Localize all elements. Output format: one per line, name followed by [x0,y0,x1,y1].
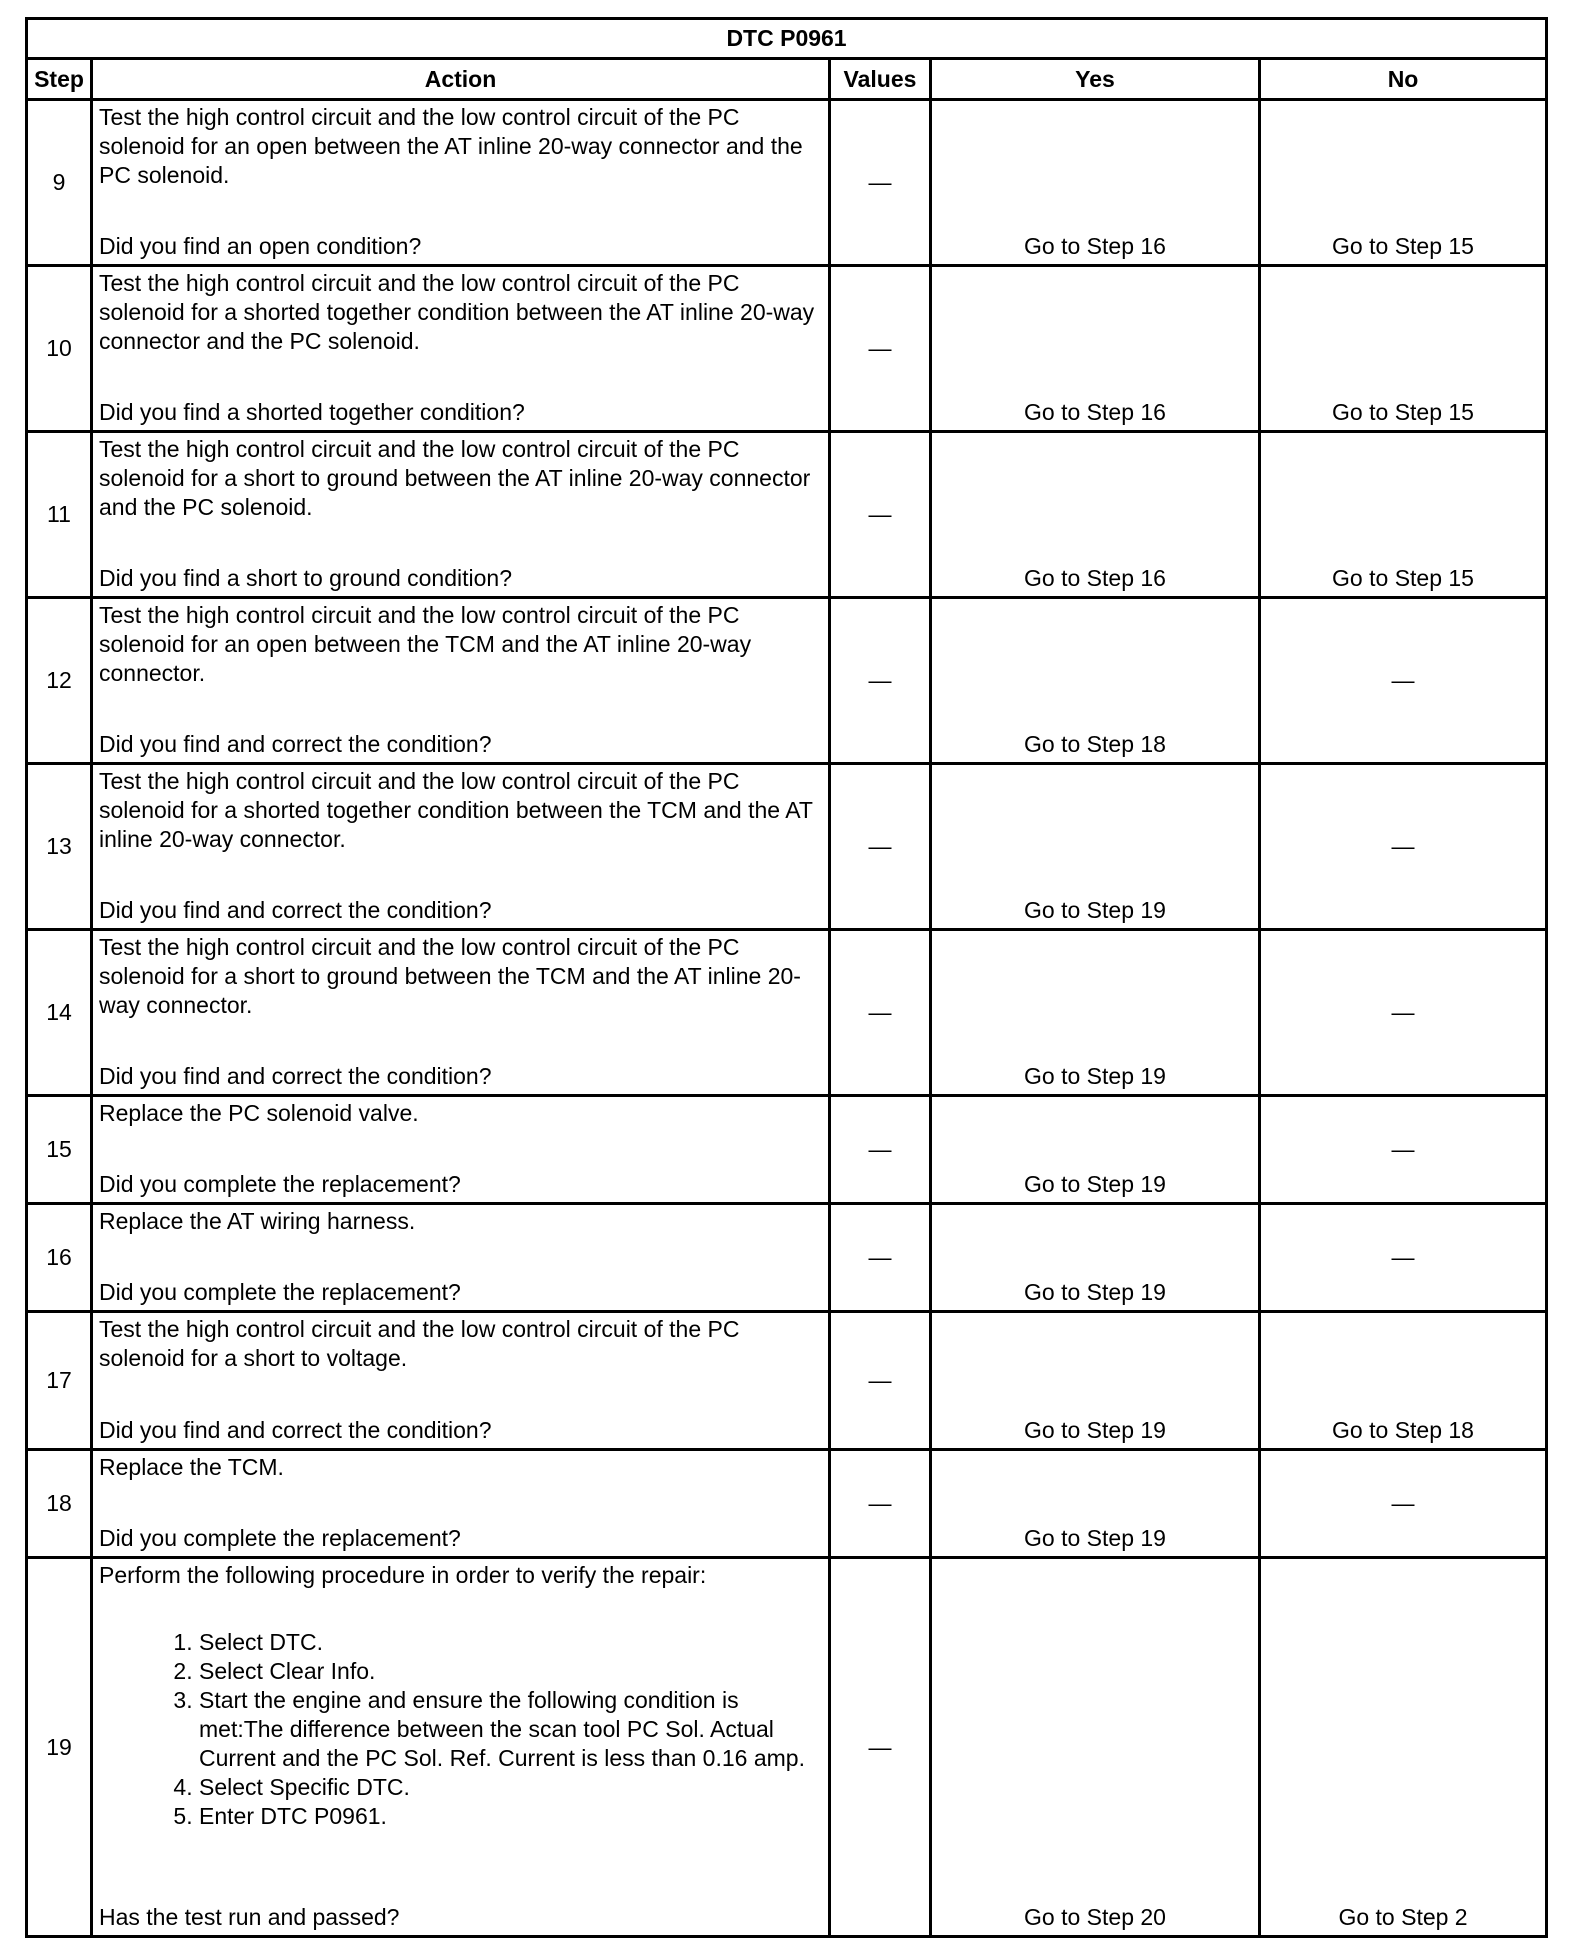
values-cell: — [830,266,931,432]
action-text: Test the high control circuit and the low control circuit of the PC solenoid for a short to ground between the TCM and the AT inline 20-way connector. [99,934,801,1018]
action-top [99,1099,822,1128]
action-content [99,1207,822,1307]
action-content [99,601,822,759]
yes-result: Go to Step 20 [931,1558,1260,1937]
action-question: Did you find and correct the condition? [99,731,492,757]
action-cell [92,764,830,930]
action-question: Has the test run and passed? [99,1904,400,1930]
table-row [27,1558,1547,1937]
action-cell [92,930,830,1096]
action-question: Did you find a shorted together condition? [99,399,525,425]
no-result: Go to Step 15 [1260,432,1547,598]
procedure-step: 2. Select Clear Info. [199,1657,822,1686]
yes-result: Go to Step 19 [931,1312,1260,1450]
yes-result: Go to Step 19 [931,1450,1260,1558]
values-cell: — [830,100,931,266]
action-text: Test the high control circuit and the low control circuit of the PC solenoid for a shorted together condition between the AT inline 20-way connector and the PC solenoid. [99,270,815,354]
procedure-step: 5. Enter DTC P0961. [199,1802,822,1831]
action-question: Did you find an open condition? [99,233,422,259]
yes-result: Go to Step 19 [931,1204,1260,1312]
procedure-step: 4. Select Specific DTC. [199,1773,822,1802]
action-content [99,1099,822,1199]
action-top [99,767,822,854]
step-number: 14 [27,930,92,1096]
table-row [27,1450,1547,1558]
action-content [99,1453,822,1553]
step-number: 16 [27,1204,92,1312]
no-result: Go to Step 15 [1260,266,1547,432]
no-result: — [1260,930,1547,1096]
values-cell: — [830,1558,931,1937]
action-text: Perform the following procedure in order to verify the repair: [99,1562,707,1588]
table-row [27,930,1547,1096]
action-content [99,269,822,427]
dtc-table [25,17,1548,1938]
values-cell: — [830,1312,931,1450]
no-result: Go to Step 2 [1260,1558,1547,1937]
action-top [99,1315,822,1373]
values-cell: — [830,764,931,930]
table-row [27,432,1547,598]
table-row [27,266,1547,432]
action-question: Did you find and correct the condition? [99,897,492,923]
action-top [99,269,822,356]
no-result: — [1260,1096,1547,1204]
action-content [99,767,822,925]
action-cell [92,1096,830,1204]
step-number: 17 [27,1312,92,1450]
step-number: 11 [27,432,92,598]
header-row [27,59,1547,100]
no-result: — [1260,1204,1547,1312]
step-number: 19 [27,1558,92,1937]
action-content [99,1315,822,1445]
action-cell [92,1558,830,1937]
step-number: 15 [27,1096,92,1204]
action-top [99,933,822,1020]
yes-result: Go to Step 19 [931,764,1260,930]
action-content [99,103,822,261]
yes-result: Go to Step 16 [931,266,1260,432]
values-cell: — [830,432,931,598]
no-result: Go to Step 15 [1260,100,1547,266]
action-text: Test the high control circuit and the low control circuit of the PC solenoid for an open between the AT inline 20-way connector and the PC solenoid. [99,104,803,188]
header-yes: Yes [931,59,1260,100]
action-question: Did you find and correct the condition? [99,1063,492,1089]
action-content [99,933,822,1091]
step-number: 12 [27,598,92,764]
action-text: Replace the AT wiring harness. [99,1208,416,1234]
yes-result: Go to Step 19 [931,1096,1260,1204]
action-top [99,1561,822,1831]
action-top [99,601,822,688]
action-cell [92,432,830,598]
no-result: — [1260,598,1547,764]
table-row [27,764,1547,930]
action-text: Test the high control circuit and the low control circuit of the PC solenoid for a shorted together condition between the TCM and the AT inline 20-way connector. [99,768,813,852]
table-row [27,1096,1547,1204]
action-question: Did you complete the replacement? [99,1279,461,1305]
action-question: Did you find a short to ground condition? [99,565,512,591]
procedure-step: 3. Start the engine and ensure the following condition is met:The difference between the scan tool PC Sol. Actual Current and the PC Sol. Ref. Current is less than 0.16 amp. [199,1686,822,1773]
yes-result: Go to Step 16 [931,432,1260,598]
action-text: Test the high control circuit and the low control circuit of the PC solenoid for a short to ground between the AT inline 20-way connector and the PC solenoid. [99,436,811,520]
header-values: Values [830,59,931,100]
action-content [99,435,822,593]
action-top [99,1453,822,1482]
action-text: Replace the TCM. [99,1454,284,1480]
title-row [27,19,1547,59]
table-row [27,1204,1547,1312]
action-cell [92,100,830,266]
values-cell: — [830,1204,931,1312]
step-number: 18 [27,1450,92,1558]
no-result: — [1260,1450,1547,1558]
header-step: Step [27,59,92,100]
action-content [99,1561,822,1932]
procedure-list [99,1628,822,1831]
action-top [99,103,822,190]
header-no: No [1260,59,1547,100]
action-cell [92,1450,830,1558]
action-cell [92,598,830,764]
action-question: Did you complete the replacement? [99,1525,461,1551]
action-question: Did you find and correct the condition? [99,1417,492,1443]
action-question: Did you complete the replacement? [99,1171,461,1197]
table-body [27,100,1547,1937]
values-cell: — [830,598,931,764]
action-text: Test the high control circuit and the low control circuit of the PC solenoid for an open between the TCM and the AT inline 20-way connector. [99,602,752,686]
action-cell [92,1312,830,1450]
values-cell: — [830,1096,931,1204]
step-number: 9 [27,100,92,266]
yes-result: Go to Step 18 [931,598,1260,764]
action-cell [92,266,830,432]
action-top [99,435,822,522]
no-result: Go to Step 18 [1260,1312,1547,1450]
values-cell: — [830,1450,931,1558]
step-number: 13 [27,764,92,930]
action-cell [92,1204,830,1312]
action-text: Replace the PC solenoid valve. [99,1100,419,1126]
procedure-step: 1. Select DTC. [199,1628,822,1657]
action-text: Test the high control circuit and the low control circuit of the PC solenoid for a short to voltage. [99,1316,740,1371]
action-top [99,1207,822,1236]
step-number: 10 [27,266,92,432]
table-row [27,1312,1547,1450]
table-row [27,100,1547,266]
yes-result: Go to Step 19 [931,930,1260,1096]
table-row [27,598,1547,764]
table-title: DTC P0961 [27,19,1547,59]
values-cell: — [830,930,931,1096]
header-action: Action [92,59,830,100]
no-result: — [1260,764,1547,930]
yes-result: Go to Step 16 [931,100,1260,266]
